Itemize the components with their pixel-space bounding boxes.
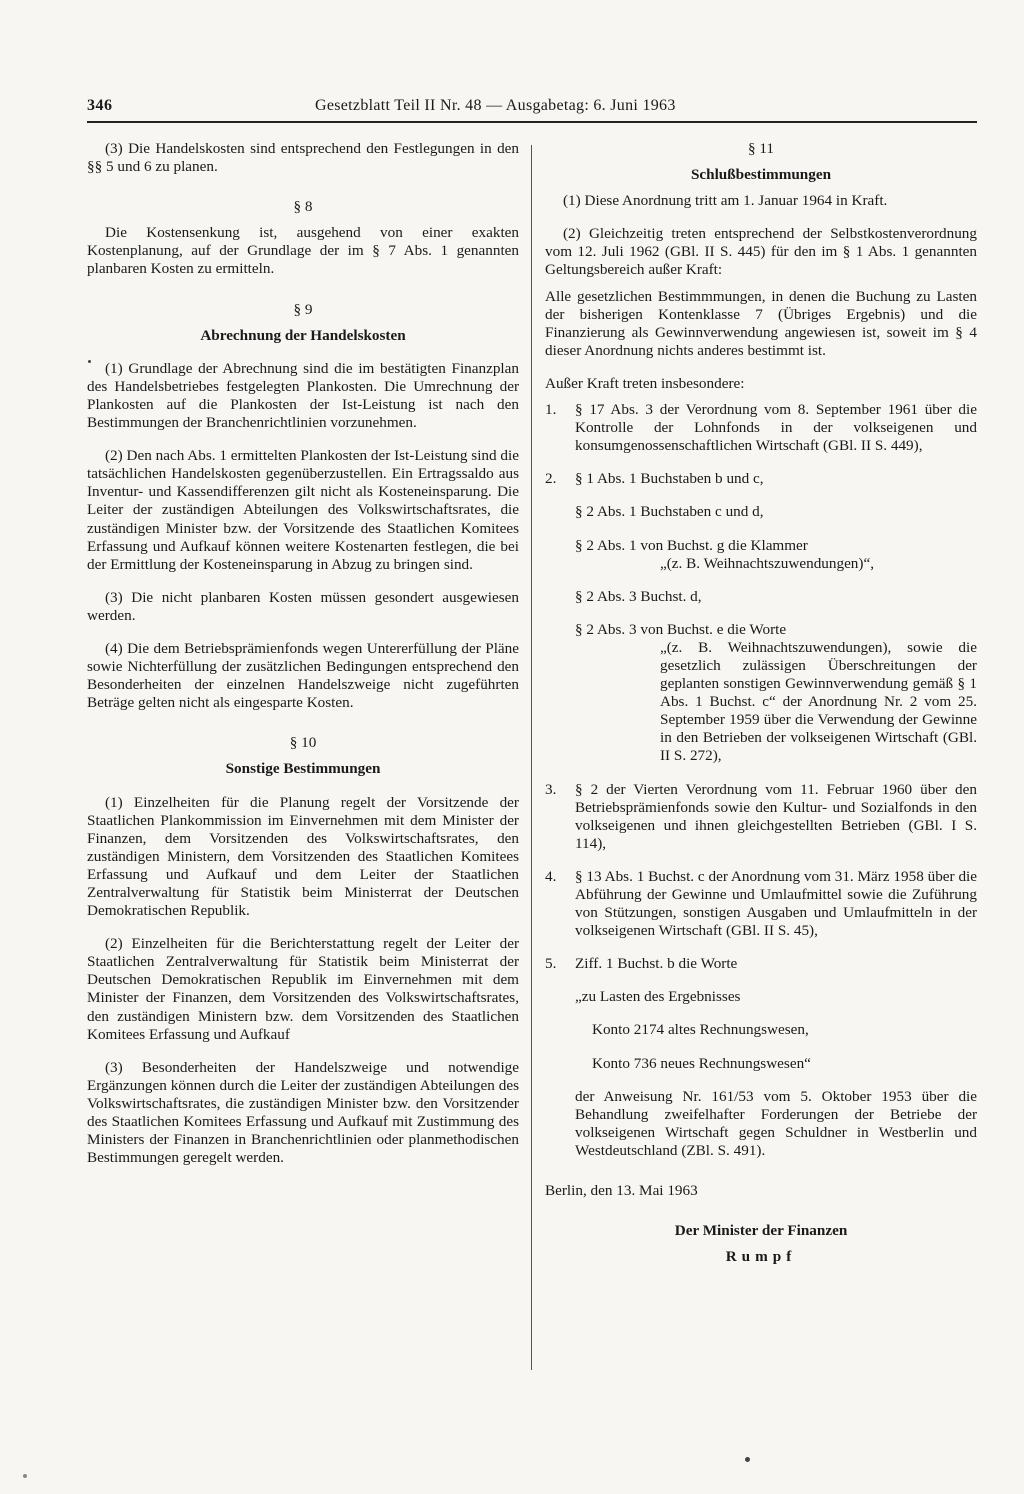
page-number: 346 [87, 97, 113, 114]
list-item [545, 781, 977, 853]
list-text: § 17 Abs. 3 der Verordnung vom 8. September 1961 über die Kontrolle der Lohnfonds in der volkseigenen und konsumgenossenschaftlichen Wirtschaft (GBl. II S. 449), [575, 401, 977, 455]
place-date: Berlin, den 13. Mai 1963 [545, 1182, 698, 1200]
section-11-paragraph-1: (1) Diese Anordnung tritt am 1. Januar 1964 in Kraft. [563, 192, 888, 210]
ausser-kraft-intro: Außer Kraft treten insbesondere: [545, 374, 745, 392]
section-9-paragraph-2: (2) Den nach Abs. 1 ermittelten Plankosten der Ist-Leistung sind die tatsächlichen Handelskosten gegenüberzustellen. Ein Ertragssaldo aus Inventur- und Kassendifferenzen gilt nicht als Kosteneinsparung. Die Leiter der zuständigen Abteilungen des Volkswirtschaftsrates, die zuständigen Minister bzw. der Vorsitzende des Staatlichen Komitees Erfassung und Aufkauf können weitere Kostenarten festlegen, die bei der Ermittlung der Kosteneinsparung in Abzug zu bringen sind. [87, 447, 519, 573]
column-divider [531, 145, 532, 1370]
list-number: 5. [545, 955, 557, 973]
list-item [545, 470, 977, 488]
list-number: 4. [545, 867, 557, 885]
list-subitem-quote: „(z. B. Weihnachtszuwendungen)“, [660, 554, 874, 572]
section-10-paragraph-3: (3) Besonderheiten der Handelszweige und notwendige Ergänzungen können durch die Leiter der zuständigen Abteilungen des Volkswirtschaftsrates, die zuständigen Minister bzw. den Vorsitzender des Staatlichen Komitees Erfassung und Aufkauf mit Zustimmung des Ministers der Finanzen in Branchenrichtlinien oder planmethodischen Bestimmungen geregelt werden. [87, 1058, 519, 1167]
section-10-title: Sonstige Bestimmungen [225, 760, 381, 778]
section-11-paragraph-2: (2) Gleichzeitig treten entsprechend der Selbstkostenverordnung vom 12. Juli 1962 (GBl. II S. 445) für den im § 1 Abs. 1 genannten Geltungsbereich außer Kraft: [545, 225, 977, 279]
right-column [545, 140, 977, 1266]
list-item [545, 401, 977, 455]
section-10-paragraph-2: (2) Einzelheiten für die Berichterstattung regelt der Leiter der Staatlichen Zentralverwaltung für Statistik beim Ministerrat der Deutschen Demokratischen Republik im Einvernehmen mit dem Minister der Finanzen, dem Vorsitzenden des Volkswirtschaftsrates, den zuständigen Ministern bzw. dem Vorsitzenden des Staatlichen Komitees Erfassung und Aufkauf [87, 935, 519, 1043]
list-subitem: § 2 Abs. 1 von Buchst. g die Klammer [575, 536, 808, 554]
list-item [545, 955, 977, 973]
list-item [545, 868, 977, 940]
quote-continuation: der Anweisung Nr. 161/53 vom 5. Oktober 1953 über die Behandlung zweifelhafter Forderungen der Betriebe der volkseigenen Wirtschaft gegen Schuldner in Westberlin und Westdeutschland (ZBl. S. 491). [575, 1087, 977, 1159]
section-10-paragraph-1: (1) Einzelheiten für die Planung regelt der Vorsitzende der Staatlichen Plankommission im Einvernehmen mit dem Minister der Finanzen, dem Vorsitzenden des Volkswirtschaftsrates, den zuständigen Ministern, dem Vorsitzenden des Staatlichen Komitees Erfassung und Aufkauf und dem Leiter der Staatlichen Zentralverwaltung für Statistik beim Ministerrat der Deutschen Demokratischen Republik. [87, 793, 519, 920]
section-8-heading: § 8 [293, 198, 313, 216]
page-header [87, 95, 977, 123]
scan-speck [23, 1474, 27, 1478]
quote-line: „zu Lasten des Ergebnisses [575, 988, 741, 1006]
signatory-name: Rumpf [725, 1248, 797, 1266]
quote-line: Konto 2174 altes Rechnungswesen, [592, 1021, 809, 1039]
list-text: § 1 Abs. 1 Buchstaben b und c, [575, 470, 764, 488]
list-number: 2. [545, 470, 557, 488]
section-9-paragraph-1: (1) Grundlage der Abrechnung sind die im bestätigten Finanzplan des Handelsbetriebes festgelegten Plankosten. Die Umrechnung der Plankosten auf die Plankosten der Ist-Leistung ist nach den Bestimmungen der Branchenrichtlinien vorzunehmen. [87, 359, 519, 432]
list-number: 3. [545, 780, 557, 798]
section-9-paragraph-4: (4) Die dem Betriebsprämienfonds wegen Untererfüllung der Pläne sowie Nichterfüllung der zusätzlichen Bedingungen entsprechend den Besonderheiten der einzelnen Handelszweige nicht zugeführten Beträge gelten nicht als eingesparte Kosten. [87, 639, 519, 712]
quote-line: Konto 736 neues Rechnungswesen“ [592, 1054, 811, 1072]
left-column [87, 140, 519, 1167]
list-subitem-quote: „(z. B. Weihnachtszuwendungen), sowie die gesetzlich zulässigen Überschreitungen der geplanten sonstigen Gewinnverwendung gemäß § 1 Abs. 1 Buchst. c“ der Anordnung Nr. 2 vom 25. September 1959 über die Verwendung der Gewinne in den Betrieben der volkseigenen Wirtschaft (GBl. II S. 272), [660, 638, 977, 765]
list-subitem: § 2 Abs. 3 von Buchst. e die Worte [575, 620, 787, 638]
list-text: § 13 Abs. 1 Buchst. c der Anordnung vom 31. März 1958 über die Abführung der Gewinne und Umlaufmittel sowie die Zuführung von Stützungen, sonstigen Ausgaben und Umlaufmitteln in der volkseigenen Wirtschaft (GBl. II S. 45), [575, 867, 977, 940]
gazette-title: Gesetzblatt Teil II Nr. 48 — Ausgabetag: 6. Juni 1963 [315, 97, 676, 114]
section-10-heading: § 10 [289, 734, 317, 752]
section-11-title: Schlußbestimmungen [690, 166, 832, 184]
list-subitem: § 2 Abs. 3 Buchst. d, [575, 587, 702, 605]
scan-speck [88, 360, 91, 363]
signatory-title: Der Minister der Finanzen [674, 1222, 848, 1240]
list-number: 1. [545, 401, 557, 419]
list-subitem: § 2 Abs. 1 Buchstaben c und d, [575, 503, 764, 521]
section-8-text: Die Kostensenkung ist, ausgehend von einer exakten Kostenplanung, auf der Grundlage der im § 7 Abs. 1 genannten planbaren Kosten zu ermitteln. [87, 224, 519, 278]
section-9-heading: § 9 [293, 300, 313, 318]
section-11-paragraph-2b: Alle gesetzlichen Bestimmmungen, in denen die Buchung zu Lasten der bisherigen Kontenklasse 7 (Übriges Ergebnis) und die Finanzierung als Gewinnverwendung angewiesen ist, soweit im § 4 dieser Anordnung nichts anderes bestimmt ist. [545, 287, 977, 359]
scan-speck [745, 1457, 750, 1462]
section-9-title: Abrechnung der Handelskosten [200, 326, 406, 344]
list-text: Ziff. 1 Buchst. b die Worte [575, 955, 738, 973]
list-text: § 2 der Vierten Verordnung vom 11. Februar 1960 über den Betriebsprämienfonds sowie den Kultur- und Sozialfonds in den volkseigenen und ihnen gleichgestellten Betrieben (GBl. I S. 114), [575, 780, 977, 852]
section-11-heading: § 11 [747, 140, 774, 157]
paragraph-3-handelskosten: (3) Die Handelskosten sind entsprechend den Festlegungen in den §§ 5 und 6 zu planen. [87, 140, 519, 176]
section-9-paragraph-3: (3) Die nicht planbaren Kosten müssen gesondert ausgewiesen werden. [87, 588, 519, 624]
